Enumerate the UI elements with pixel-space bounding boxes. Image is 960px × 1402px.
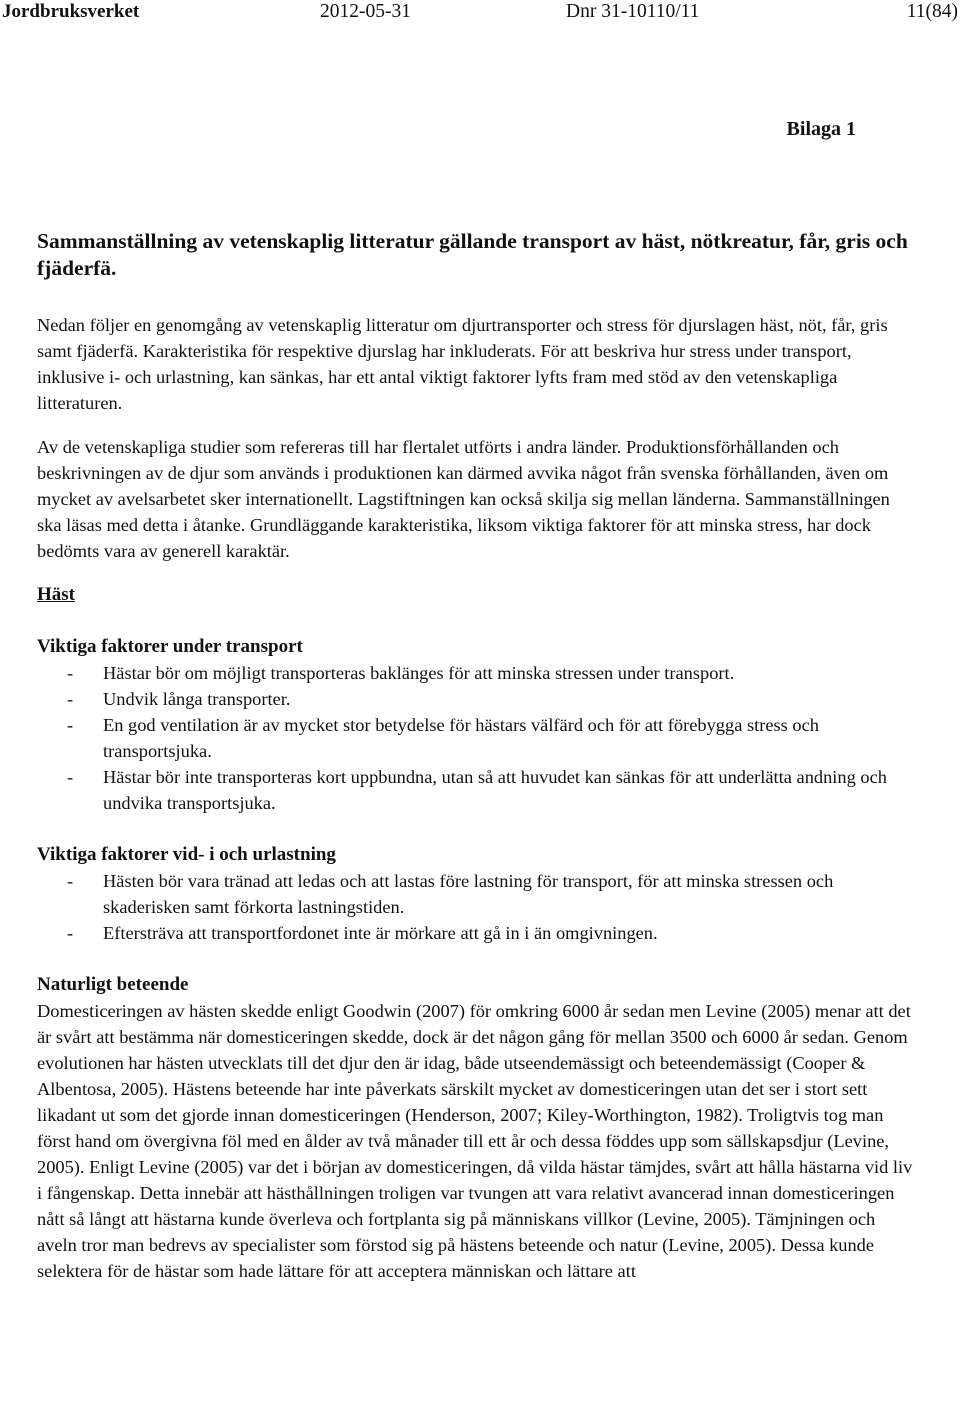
appendix-label: Bilaga 1 (786, 118, 856, 140)
document-title: Sammanställning av vetenskaplig litteratur gällande transport av häst, nötkreatur, får, gris och fjäderfä. (37, 229, 908, 280)
main-content (37, 228, 917, 1284)
subheading-natural-behavior: Naturligt beteende (37, 974, 189, 995)
header-organization: Jordbruksverket (2, 1, 140, 22)
section-heading-hast: Häst (37, 584, 75, 605)
subheading-transport: Viktiga faktorer under transport (37, 636, 303, 657)
list-item: - Hästar bör inte transporteras kort uppbundna, utan så att huvudet kan sänkas för att underlätta andning och undvika transportsjuka. (67, 767, 887, 813)
list-item: - Hästar bör om möjligt transporteras baklänges för att minska stressen under transport. (67, 663, 735, 683)
intro-paragraph-2: Av de vetenskapliga studier som refereras till har flertalet utförts i andra länder. Produktionsförhållanden och beskrivningen av de djur som används i produktionen kan därmed avvika något från svenska förhållanden, även om mycket av avelsarbetet sker internationellt. Lagstiftningen kan också skilja sig mellan länderna. Sammanställningen ska läsas med detta i åtanke. Grundläggande karakteristika, liksom viktiga faktorer för att minska stress, har dock bedömts vara av generell karaktär. (37, 437, 890, 561)
loading-factor-list (37, 868, 917, 946)
transport-factor-list (37, 660, 917, 816)
subheading-loading: Viktiga faktorer vid- i och urlastning (37, 844, 336, 865)
list-item: - En god ventilation är av mycket stor betydelse för hästars välfärd och för att förebygga stress och transportsjuka. (67, 715, 819, 761)
page-header (0, 0, 960, 26)
header-page-number: 11(84) (906, 1, 958, 22)
list-item: - Undvik långa transporter. (67, 689, 291, 709)
header-dnr: Dnr 31-10110/11 (566, 1, 700, 22)
list-item: - Hästen bör vara tränad att ledas och att lastas före lastning för transport, för att minska stressen och skaderisken samt förkorta lastningstiden. (67, 871, 834, 917)
header-date: 2012-05-31 (320, 1, 411, 22)
natural-behavior-paragraph: Domesticeringen av hästen skedde enligt Goodwin (2007) för omkring 6000 år sedan men Levine (2005) menar att det är svårt att bestämma när domesticeringen skedde, dock är det någon gång för mellan 3500 och 6000 år sedan. Genom evolutionen har hästen utvecklats till det djur den är idag, både utseendemässigt och beteendemässigt (Cooper & Albentosa, 2005). Hästens beteende har inte påverkats särskilt mycket av domesticeringen utan det ser i stort sett likadant ut som det gjorde innan domesticeringen (Henderson, 2007; Kiley-Worthington, 1982). Troligtvis tog man först hand om övergivna föl med en ålder av två månader till ett år och dessa föddes upp som sällskapsdjur (Levine, 2005). Enligt Levine (2005) var det i början av domesticeringen, då vilda hästar tämjdes, svårt att hålla hästarna vid liv i fångenskap. Detta innebär att hästhållningen troligen var tvungen att vara relativt avancerad innan domesticeringen nått så långt att hästarna kunde överleva och fortplanta sig på människans villkor (Levine, 2005). Tämjningen och aveln tror man bedrevs av specialister som förstod sig på hästens beteende och natur (Levine, 2005). Dessa kunde selektera för de hästar som hade lättare för att acceptera människan och lättare att (37, 1001, 913, 1281)
intro-paragraph-1: Nedan följer en genomgång av vetenskaplig litteratur om djurtransporter och stress för djurslagen häst, nöt, får, gris samt fjäderfä. Karakteristika för respektive djurslag har inkluderats. För att beskriva hur stress under transport, inklusive i- och urlastning, kan sänkas, har ett antal viktigt faktorer lyfts fram med stöd av den vetenskapliga litteraturen. (37, 315, 888, 413)
list-item: - Eftersträva att transportfordonet inte är mörkare att gå in i än omgivningen. (67, 923, 658, 943)
